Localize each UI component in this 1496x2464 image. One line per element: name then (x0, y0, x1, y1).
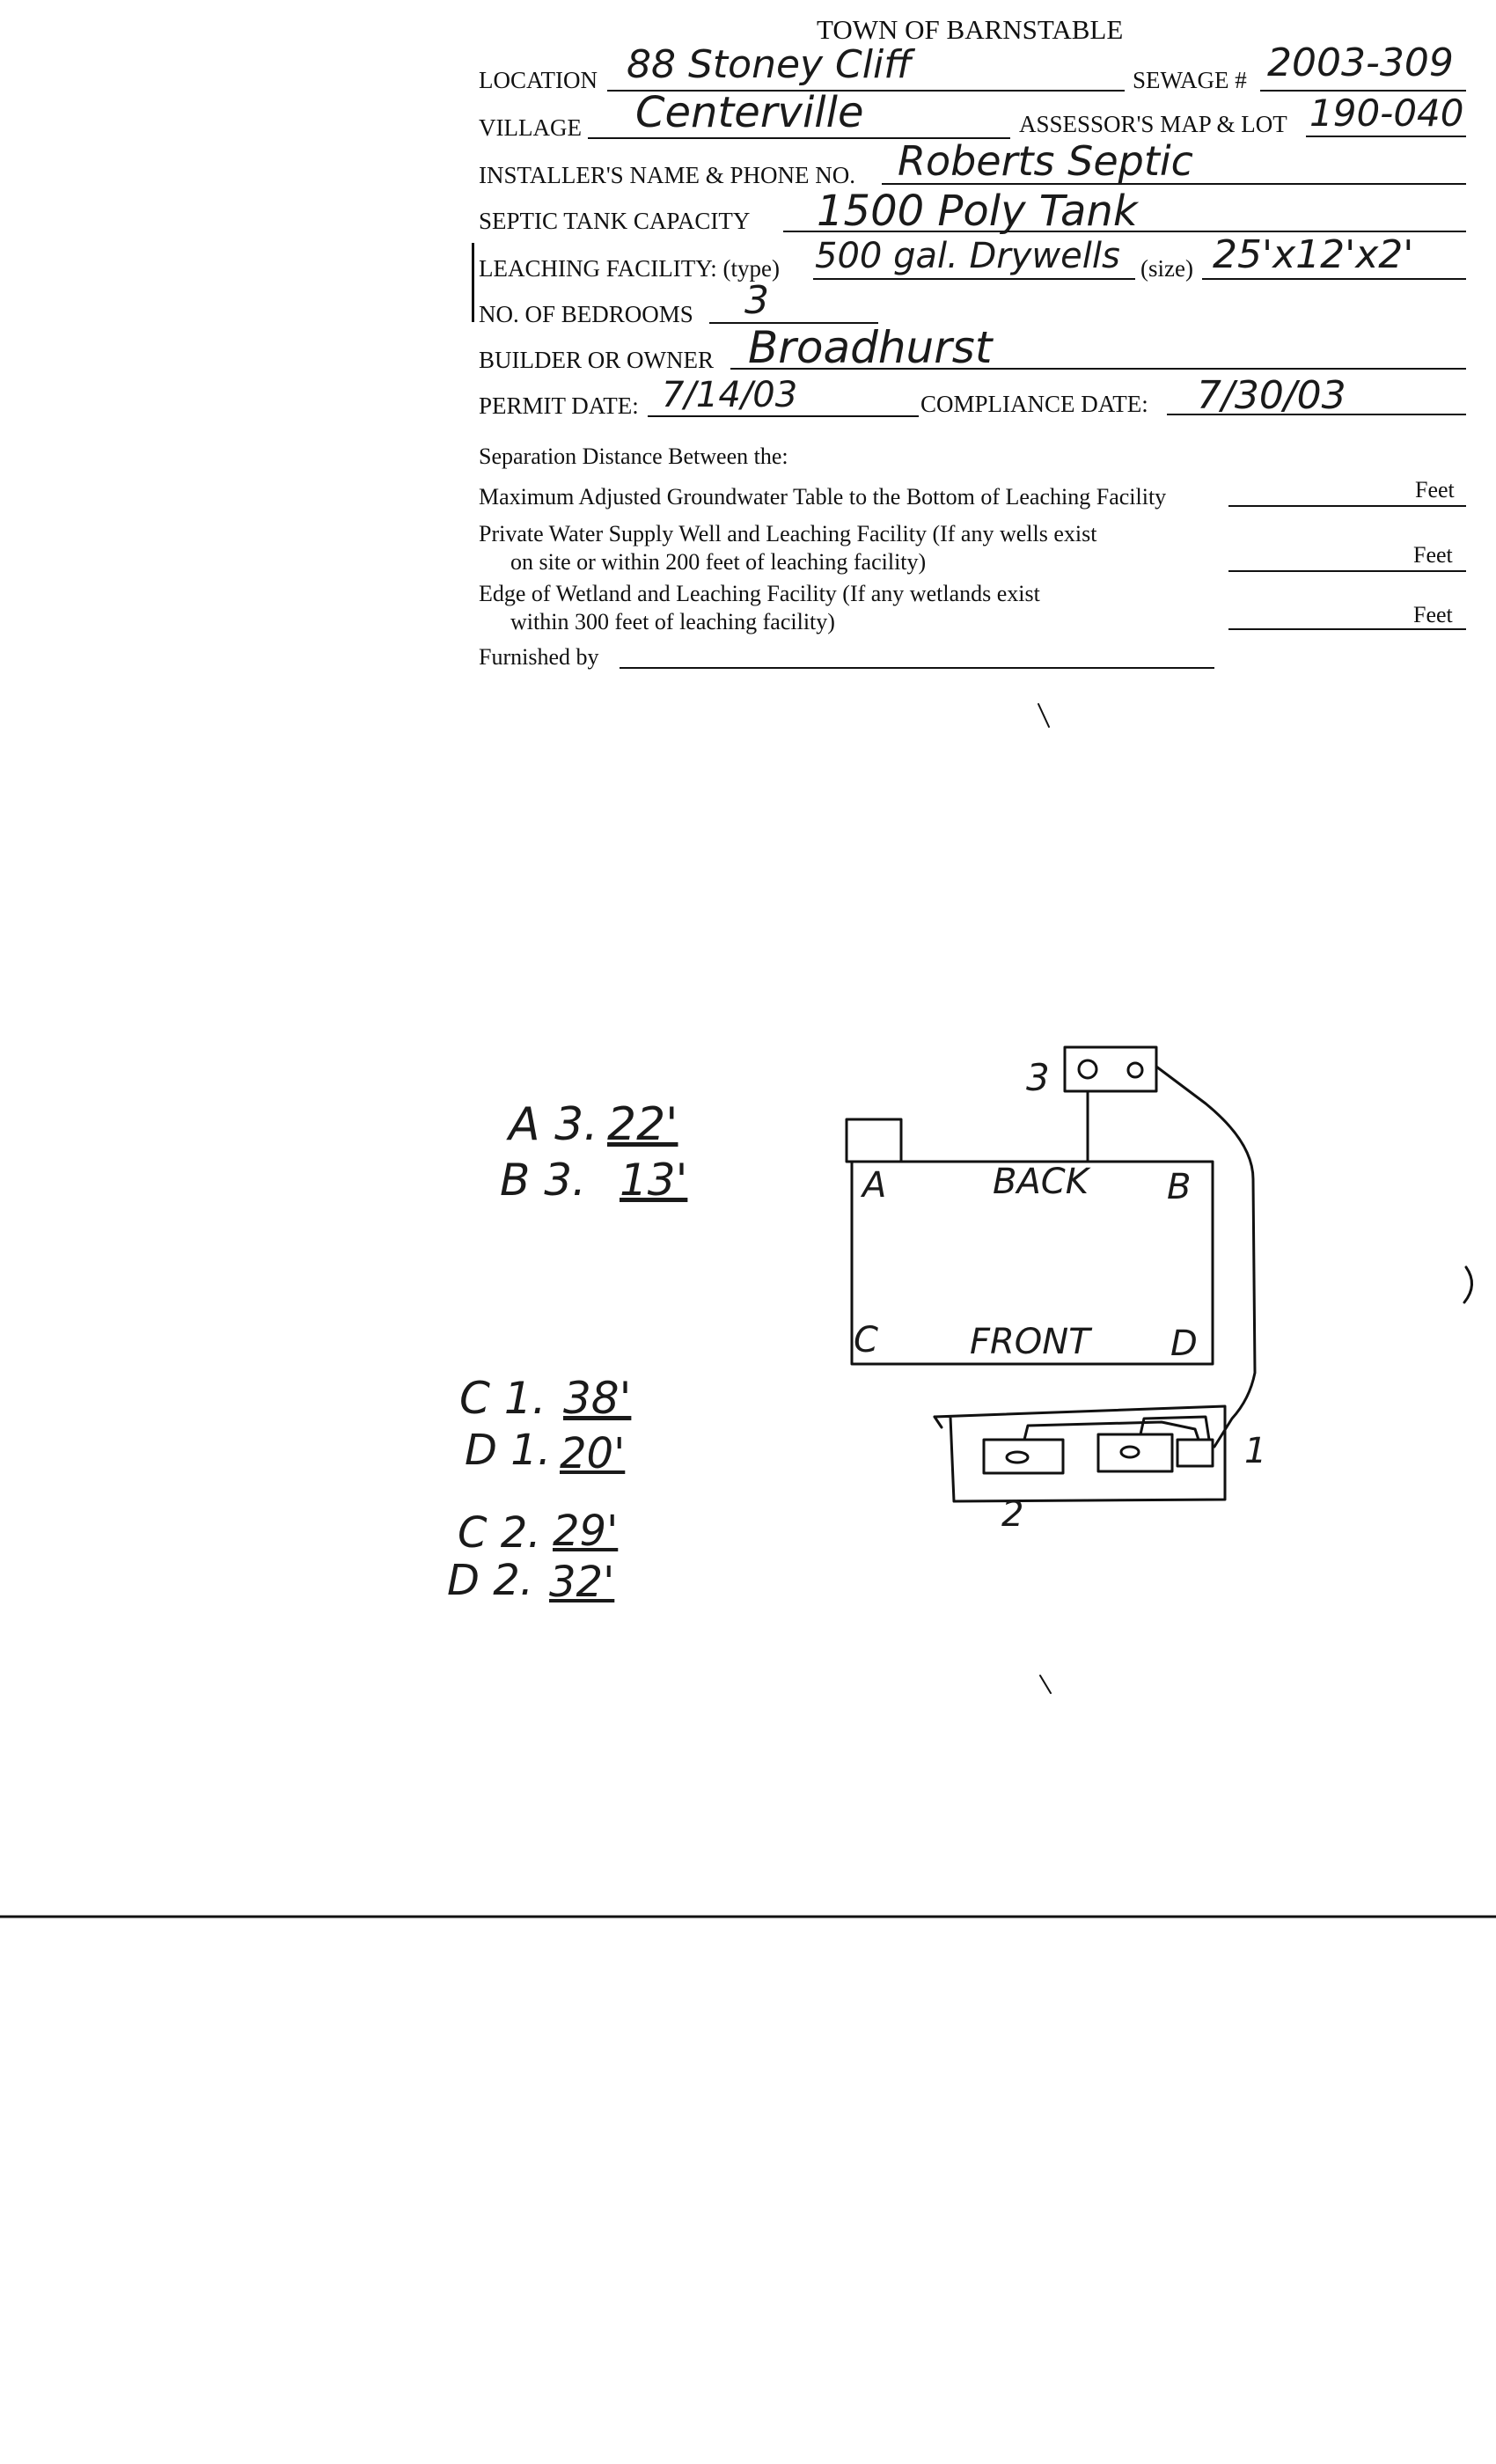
measure-c1: C 1. (459, 1373, 546, 1424)
form-title: TOWN OF BARNSTABLE (817, 14, 1124, 45)
location-label: LOCATION (479, 67, 598, 93)
well-feet-label: Feet (1413, 542, 1453, 568)
furnished-by-label: Furnished by (479, 644, 599, 670)
house-back-label: BACK (993, 1162, 1089, 1202)
drywell-2 (984, 1440, 1063, 1473)
village-label: VILLAGE (479, 114, 582, 141)
measure-a3-dist: 22' (607, 1098, 678, 1151)
tank-label: SEPTIC TANK CAPACITY (479, 208, 751, 234)
corner-a-label: A (862, 1165, 887, 1206)
measure-c2: C 2. (458, 1508, 541, 1558)
sewage-value: 2003-309 (1267, 40, 1454, 85)
corner-c-label: C (854, 1320, 878, 1360)
compliance-date-value: 7/30/03 (1197, 373, 1346, 418)
tank-value: 1500 Poly Tank (817, 187, 1138, 236)
sewage-label: SEWAGE # (1133, 67, 1247, 93)
leaching-value: 500 gal. Drywells (815, 236, 1120, 276)
owner-label: BUILDER OR OWNER (479, 347, 714, 373)
house-bump (847, 1119, 901, 1162)
installer-label: INSTALLER'S NAME & PHONE NO. (479, 162, 855, 188)
separation-well-line1: Private Water Supply Well and Leaching Facility (If any wells exist (479, 521, 1097, 546)
size-value: 25'x12'x2' (1213, 232, 1414, 277)
measure-d1-dist: 20' (560, 1429, 626, 1478)
location-value: 88 Stoney Cliff (627, 42, 912, 87)
measure-a3: A 3. (509, 1098, 598, 1151)
separation-wetland-line1: Edge of Wetland and Leaching Facility (If any wetlands exist (479, 581, 1040, 606)
installer-value: Roberts Septic (898, 137, 1193, 185)
bedrooms-value: 3 (744, 278, 769, 323)
groundwater-feet-label: Feet (1415, 477, 1455, 502)
well1-number-label: 1 (1244, 1431, 1267, 1471)
leaching-area (935, 1406, 1225, 1501)
tank-number-label: 3 (1026, 1056, 1050, 1099)
distribution-box (1177, 1440, 1213, 1466)
corner-b-label: B (1167, 1167, 1192, 1207)
house-front-label: FRONT (970, 1322, 1090, 1362)
permit-date-label: PERMIT DATE: (479, 392, 639, 419)
separation-groundwater: Maximum Adjusted Groundwater Table to the Bottom of Leaching Facility (479, 484, 1167, 510)
measure-c2-dist: 29' (553, 1507, 619, 1556)
corner-d-label: D (1170, 1324, 1198, 1364)
village-value: Centerville (635, 88, 864, 137)
measure-b3-dist: 13' (620, 1155, 688, 1206)
separation-well-line2: on site or within 200 feet of leaching facility) (510, 549, 927, 575)
leaching-label: LEACHING FACILITY: (type) (479, 255, 780, 282)
measure-d2-dist: 32' (549, 1558, 615, 1607)
bedrooms-label: NO. OF BEDROOMS (479, 301, 693, 327)
measure-d1: D 1. (465, 1426, 552, 1475)
separation-heading: Separation Distance Between the: (479, 444, 788, 469)
map-lot-label: ASSESSOR'S MAP & LOT (1019, 111, 1287, 137)
measure-d2: D 2. (447, 1556, 534, 1605)
owner-value: Broadhurst (748, 322, 993, 373)
measure-b3: B 3. (500, 1155, 586, 1206)
map-lot-value: 190-040 (1309, 92, 1464, 135)
measure-c1-dist: 38' (563, 1373, 632, 1424)
wetland-feet-label: Feet (1413, 602, 1453, 627)
separation-wetland-line2: within 300 feet of leaching facility) (510, 609, 835, 634)
size-label: (size) (1140, 255, 1193, 282)
compliance-date-label: COMPLIANCE DATE: (920, 391, 1148, 417)
well2-number-label: 2 (1001, 1494, 1024, 1535)
drywell-1 (1098, 1434, 1172, 1471)
permit-date-value: 7/14/03 (662, 375, 798, 415)
